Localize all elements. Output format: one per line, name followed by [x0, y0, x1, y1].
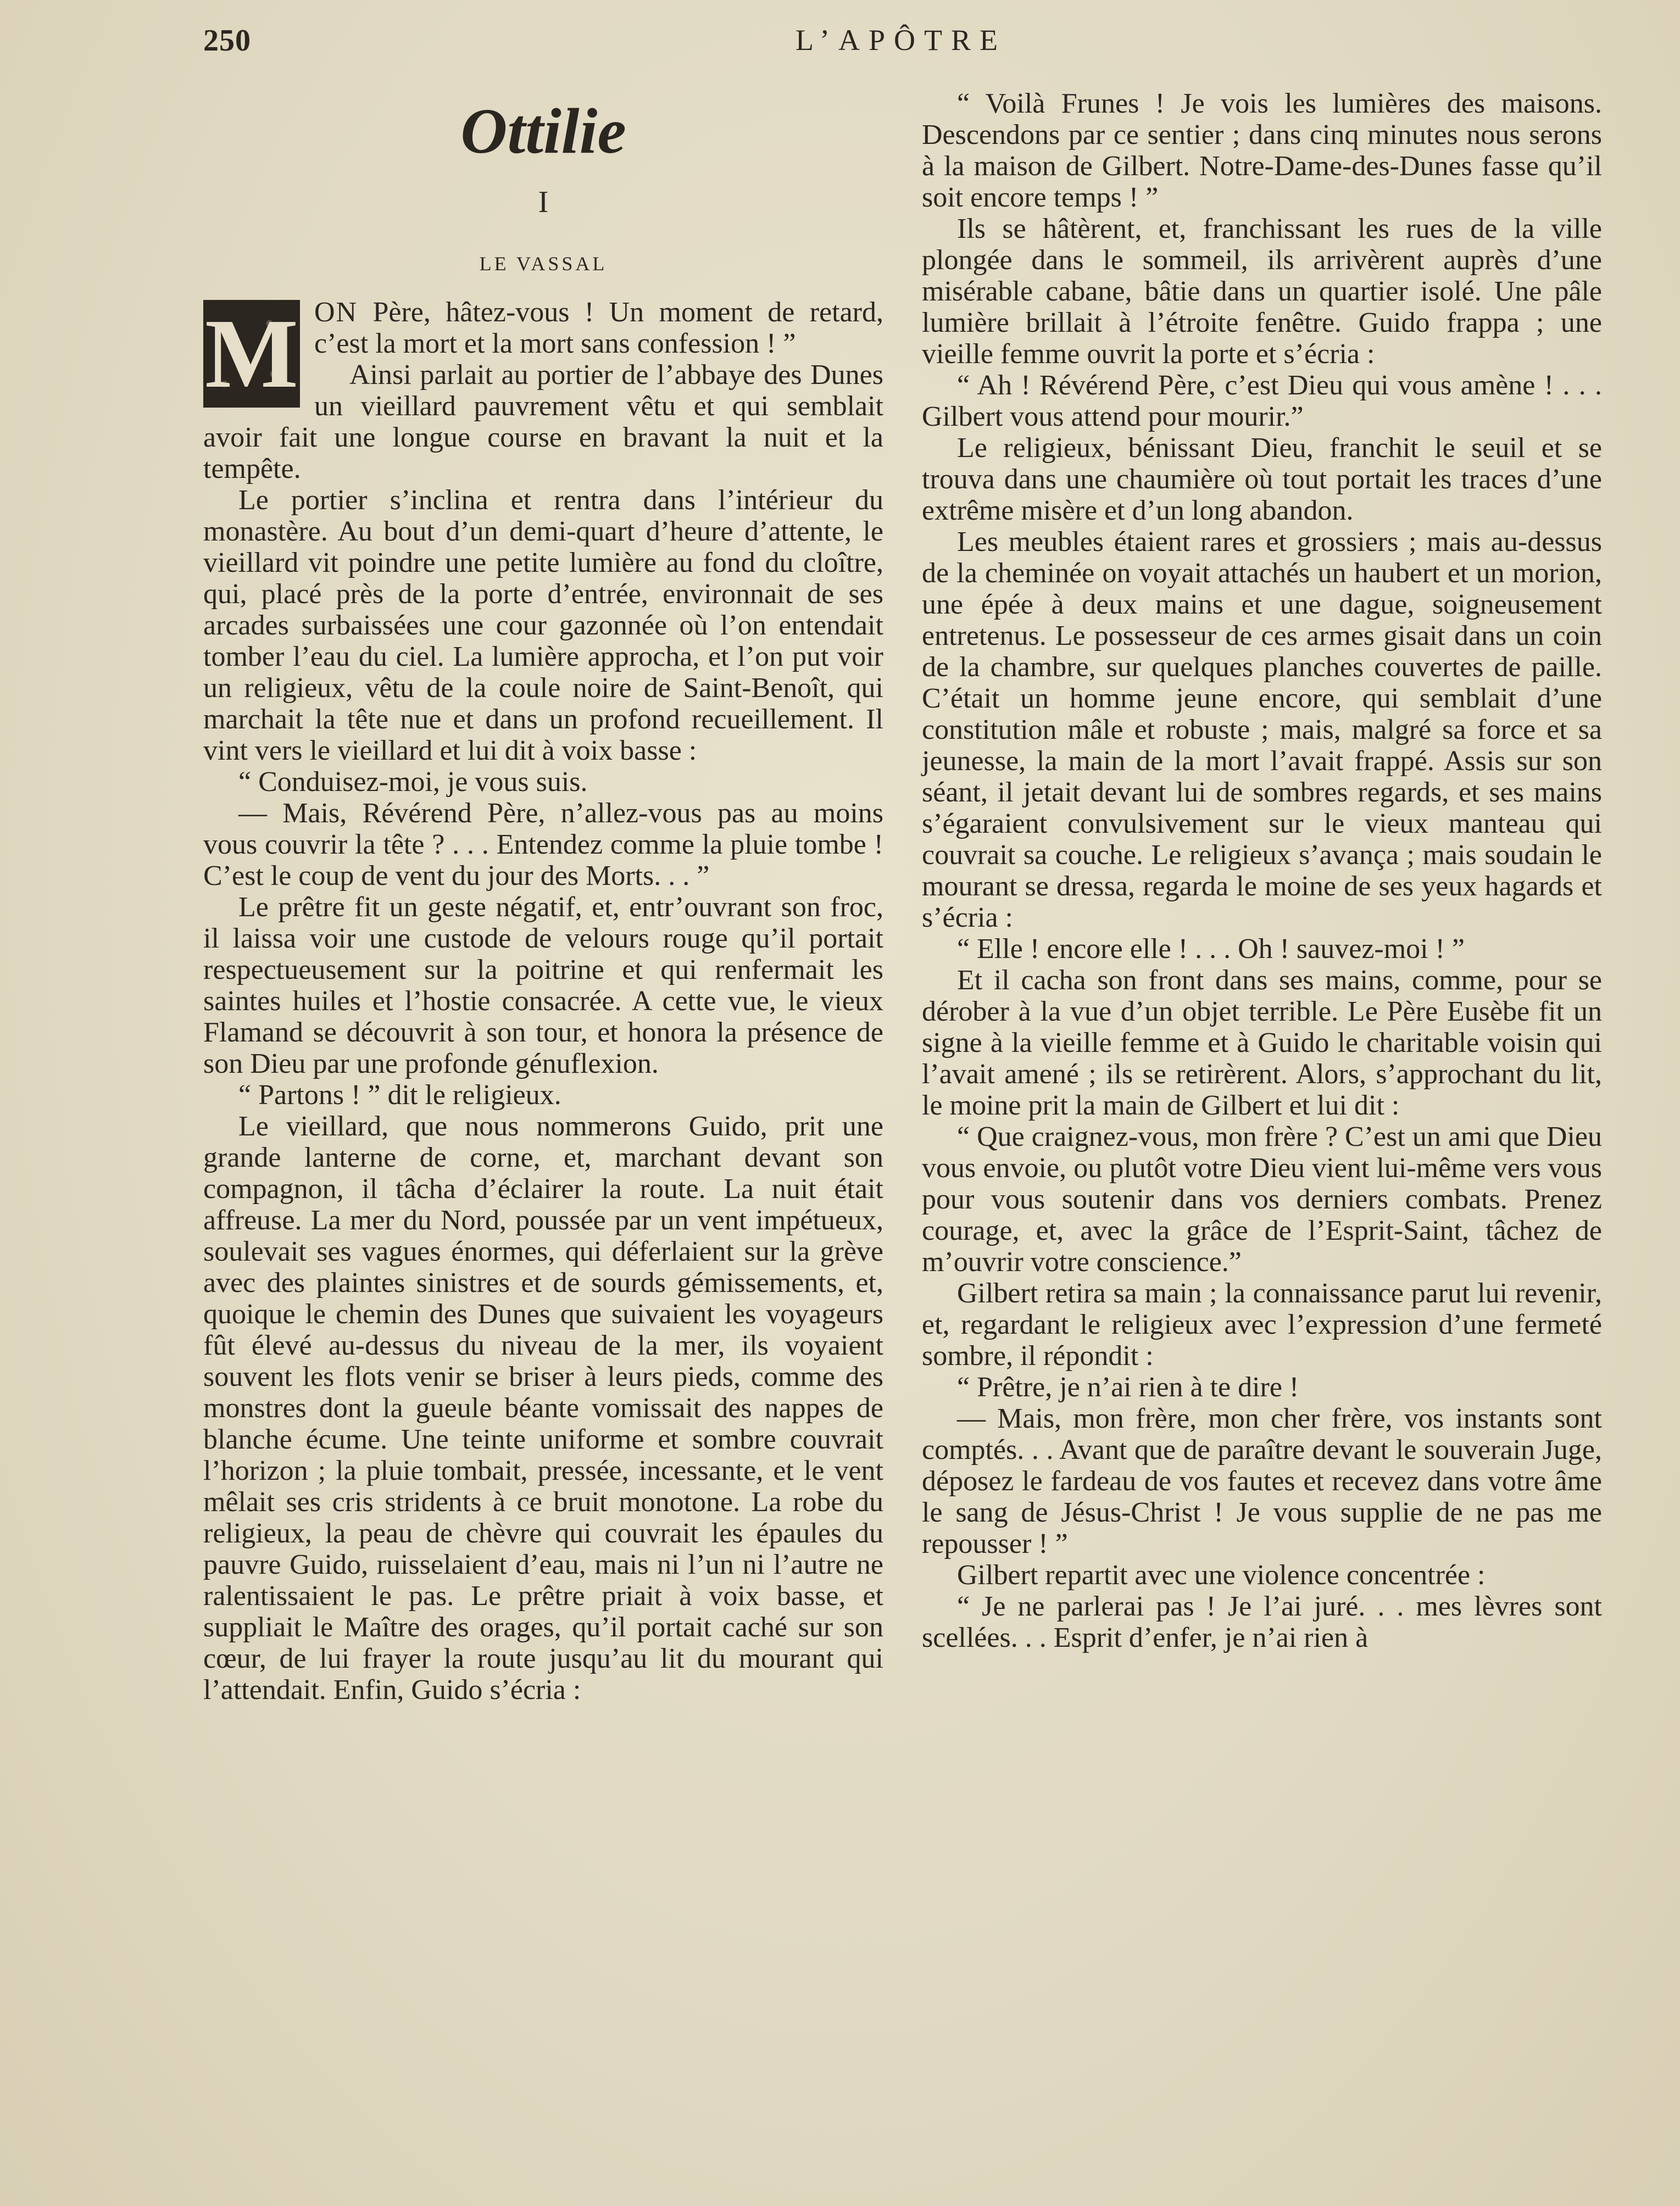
paragraph: — Mais, mon frère, mon cher frère, vos instants sont comptés. . . Avant que de paraître devant le souverain Juge, déposez le fardeau de vos fautes et recevez dans votre âme le sang de Jésus-Christ ! Je vous supplie de ne pas me repousser ! ” [922, 1403, 1602, 1559]
paragraph: “ Prêtre, je n’ai rien à te dire ! [957, 1372, 1299, 1403]
paragraph-text: Père, hâtez-vous ! Un moment de retard, c’est la mort et la mort sans confession ! ” [314, 297, 883, 359]
paragraph: “ Partons ! ” dit le religieux. [238, 1079, 561, 1111]
right-column [922, 88, 1602, 1653]
paragraph: Le religieux, bénissant Dieu, franchit le seuil et se trouva dans une chaumière où tout portait les traces d’une extrême misère et d’un long abandon. [922, 432, 1602, 526]
paragraph [203, 297, 883, 408]
paragraph: “ Elle ! encore elle ! . . . Oh ! sauvez-moi ! ” [957, 933, 1465, 965]
page-number: 250 [203, 24, 251, 58]
paragraph: Ainsi parlait au portier de l’abbaye des Dunes un vieillard pauvrement vêtu et qui semblait avoir fait une longue course en bravant la nuit et la tempête. [203, 359, 883, 484]
paragraph: “ Voilà Frunes ! Je vois les lumières des maisons. Descendons par ce sentier ; dans cinq minutes nous serons à la maison de Gilbert. Notre-Dame-des-Dunes fasse qu’il soit encore temps ! ” [922, 88, 1602, 213]
paragraph: “ Que craignez-vous, mon frère ? C’est un ami que Dieu vous envoie, ou plutôt votre Dieu vient lui-même vers vous pour vous soutenir dans vos derniers combats. Prenez courage, et, avec la grâce de l’Esprit-Saint, tâchez de m’ouvrir votre conscience.” [922, 1121, 1602, 1278]
dropcap-letter: M [205, 299, 298, 408]
article-title: Ottilie [460, 95, 626, 167]
paragraph: Les meubles étaient rares et grossiers ; mais au-dessus de la cheminée on voyait attachés un haubert et un morion, une épée à deux mains et une dague, soigneusement entretenus. Le possesseur de ces armes gisait dans un coin de la chambre, sur quelques planches couvertes de paille. C’était un homme jeune encore, qui semblait d’une constitution mâle et robuste ; mais, malgré sa force et sa jeunesse, la main de la mort l’avait frappé. Assis sur son séant, il jetait devant lui de sombres regards, et ses mains s’égaraient convulsivement sur le vieux manteau qui couvrait sa couche. Le religieux s’avança ; mais soudain le mourant se dressa, regarda le moine de ses yeux hagards et s’écria : [922, 526, 1602, 933]
paragraph: Gilbert retira sa main ; la connaissance parut lui revenir, et, regardant le religieux avec l’expression d’une fermeté sombre, il répondit : [922, 1278, 1602, 1372]
running-head: L’APÔTRE [795, 24, 1007, 57]
paragraph: Ils se hâtèrent, et, franchissant les rues de la ville plongée dans le sommeil, ils arrivèrent auprès d’une misérable cabane, bâtie dans un quartier isolé. Une pâle lumière brillait à l’étroite fenêtre. Guido frappa ; une vieille femme ouvrit la porte et s’écria : [922, 213, 1602, 370]
paragraph: — Mais, Révérend Père, n’allez-vous pas au moins vous couvrir la tête ? . . . Entendez comme la pluie tombe ! C’est le coup de vent du jour des Morts. . . ” [203, 798, 883, 892]
paragraph: Le prêtre fit un geste négatif, et, entr’ouvrant son froc, il laissa voir une custode de velours rouge qu’il portait respectueusement sur la poitrine et qui renfermait les saintes huiles et l’hostie consacrée. A cette vue, le vieux Flamand se découvrit à son tour, et honora la présence de son Dieu par une profonde génuflexion. [203, 892, 883, 1079]
first-word-rest: ON [314, 297, 358, 328]
paragraph: “ Ah ! Révérend Père, c’est Dieu qui vous amène ! . . . Gilbert vous attend pour mourir.” [922, 370, 1602, 432]
left-column [203, 88, 883, 1706]
paragraph: “ Je ne parlerai pas ! Je l’ai juré. . . mes lèvres sont scellées. . . Esprit d’enfer, je n’ai rien à [922, 1591, 1602, 1653]
paragraph: Gilbert repartit avec une violence concentrée : [957, 1559, 1486, 1591]
chapter-title: LE VASSAL [479, 253, 608, 275]
ornamental-dropcap [203, 300, 300, 408]
paragraph: Le portier s’inclina et rentra dans l’intérieur du monastère. Au bout d’un demi-quart d’heure d’attente, le vieillard vit poindre une petite lumière au fond du cloître, qui, placé près de la porte d’entrée, environnait de ses arcades surbaissées une cour gazonnée où l’on entendait tomber l’eau du ciel. La lumière approcha, et l’on put voir un religieux, vêtu de la coule noire de Saint-Benoît, qui marchait la tête nue et dans un profond recueillement. Il vint vers le vieillard et lui dit à voix basse : [203, 484, 883, 766]
paragraph: Et il cacha son front dans ses mains, comme, pour se dérober à la vue d’un objet terrible. Le Père Eusèbe fit un signe à la vieille femme et à Guido le charitable voisin qui l’avait amené ; ils se retirèrent. Alors, s’approchant du lit, le moine prit la main de Gilbert et lui dit : [922, 965, 1602, 1121]
page-header [203, 21, 1599, 65]
chapter-number: I [538, 185, 549, 219]
paragraph: “ Conduisez-moi, je vous suis. [238, 766, 588, 798]
paragraph: Le vieillard, que nous nommerons Guido, prit une grande lanterne de corne, et, marchant devant son compagnon, il tâcha d’éclairer la route. La nuit était affreuse. La mer du Nord, poussée par un vent impétueux, soulevait ses vagues énormes, qui déferlaient sur la grève avec des plaintes sinistres et de sourds gémissements, et, quoique le chemin des Dunes que suivaient les voyageurs fût élevé au-dessus du niveau de la mer, ils voyaient souvent les flots venir se briser à leurs pieds, comme des monstres dont la gueule béante vomissait des nappes de blanche écume. Une teinte uniforme et sombre couvrait l’horizon ; la pluie tombait, pressée, incessante, et le vent mêlait ses cris stridents à ce bruit monotone. La robe du religieux, la peau de chèvre qui couvrait les épaules du pauvre Guido, ruisselaient d’eau, mais ni l’un ni l’autre ne ralentissaient le pas. Le prêtre priait à voix basse, et suppliait le Maître des orages, qu’il portait caché sur son cœur, de lui frayer la route jusqu’au lit du mourant qui l’attendait. Enfin, Guido s’écria : [203, 1111, 883, 1706]
